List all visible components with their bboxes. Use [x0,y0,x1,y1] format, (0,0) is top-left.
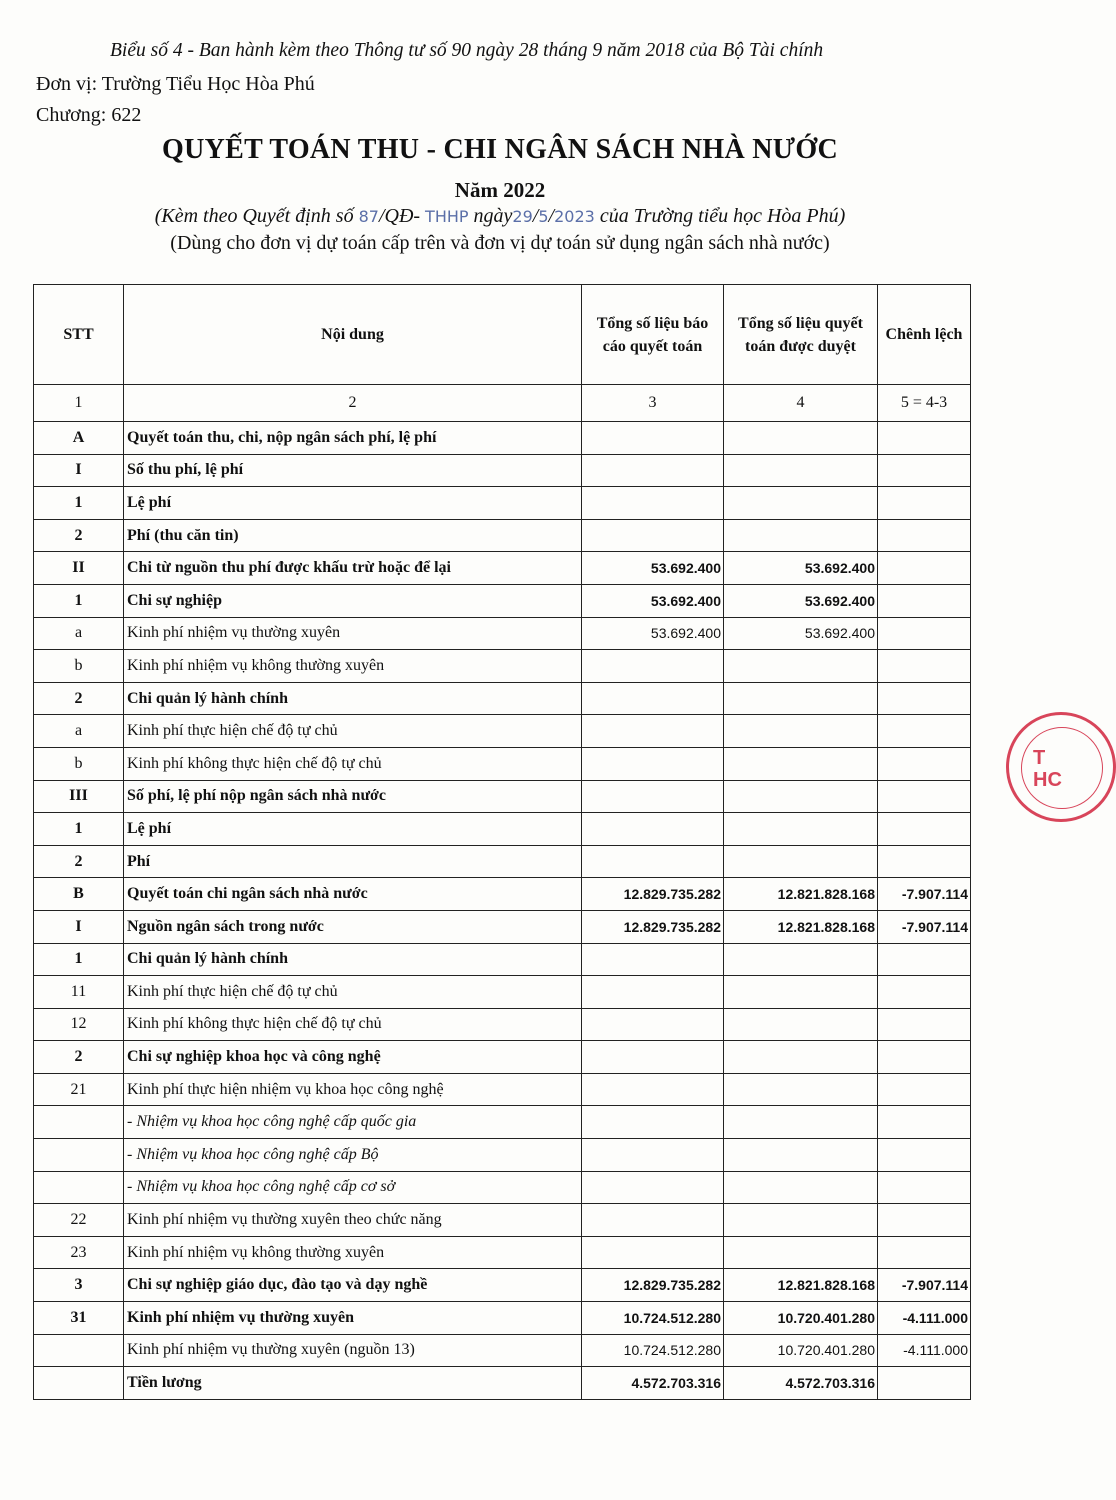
decision-day: 29 [512,207,533,226]
row-reported-value [582,454,724,487]
row-reported-value [582,813,724,846]
row-content: Kinh phí không thực hiện chế độ tự chủ [124,1008,582,1041]
row-stt: 22 [34,1204,124,1237]
row-reported-value [582,976,724,1009]
row-approved-value [724,1139,878,1172]
table-row [34,487,971,520]
index-cell: 2 [124,385,582,422]
row-stt: 2 [34,1041,124,1074]
row-difference-value [878,422,971,455]
row-approved-value [724,813,878,846]
row-stt: 11 [34,976,124,1009]
row-stt: 12 [34,1008,124,1041]
row-difference-value [878,650,971,683]
row-reported-value [582,682,724,715]
row-approved-value [724,454,878,487]
row-content: Kinh phí nhiệm vụ không thường xuyên [124,650,582,683]
row-content: Kinh phí nhiệm vụ thường xuyên (nguồn 13) [124,1334,582,1367]
row-stt: 1 [34,943,124,976]
table-row [34,1236,971,1269]
row-difference-value: -4.111.000 [878,1302,971,1335]
table-row [34,1139,971,1172]
row-reported-value [582,650,724,683]
row-reported-value [582,1008,724,1041]
index-cell: 3 [582,385,724,422]
table-row [34,650,971,683]
row-stt: 21 [34,1073,124,1106]
row-stt: 1 [34,487,124,520]
decision-month: 5 [538,207,549,226]
table-row [34,422,971,455]
row-stt: III [34,780,124,813]
row-content: Lệ phí [124,487,582,520]
row-approved-value [724,1204,878,1237]
row-difference-value [878,487,971,520]
table-row [34,747,971,780]
row-approved-value [724,845,878,878]
row-difference-value [878,1171,971,1204]
table-row [34,1008,971,1041]
row-stt: 1 [34,813,124,846]
row-approved-value: 53.692.400 [724,584,878,617]
row-approved-value [724,943,878,976]
decision-number: 87 [358,207,379,226]
row-stt: a [34,715,124,748]
row-stt: a [34,617,124,650]
table-body [34,385,971,1400]
row-difference-value [878,519,971,552]
unit-name: Đơn vị: Trường Tiểu Học Hòa Phú [36,73,315,95]
row-difference-value [878,1041,971,1074]
row-reported-value: 12.829.735.282 [582,910,724,943]
row-stt: B [34,878,124,911]
row-stt [34,1334,124,1367]
row-content: Phí (thu căn tin) [124,519,582,552]
row-stt: 2 [34,519,124,552]
row-approved-value: 53.692.400 [724,617,878,650]
row-reported-value: 4.572.703.316 [582,1367,724,1400]
row-difference-value [878,780,971,813]
col-header-approved: Tổng số liệu quyết toán được duyệt [724,285,878,385]
row-difference-value: -4.111.000 [878,1334,971,1367]
row-difference-value [878,1204,971,1237]
seal-line2: HC [1033,769,1062,791]
row-reported-value [582,1204,724,1237]
budget-table [33,284,971,1400]
row-difference-value [878,584,971,617]
row-difference-value [878,813,971,846]
row-stt: II [34,552,124,585]
row-content: Kinh phí nhiệm vụ thường xuyên [124,1302,582,1335]
row-stt: A [34,422,124,455]
attach-mid1: /QĐ- [378,205,426,227]
index-cell: 1 [34,385,124,422]
row-approved-value [724,1008,878,1041]
row-reported-value: 53.692.400 [582,584,724,617]
row-content: - Nhiệm vụ khoa học công nghệ cấp cơ sở [124,1171,582,1204]
row-reported-value: 53.692.400 [582,617,724,650]
table-row [34,617,971,650]
row-reported-value [582,519,724,552]
row-content: Kinh phí nhiệm vụ thường xuyên theo chức năng [124,1204,582,1237]
row-stt: 3 [34,1269,124,1302]
col-header-content: Nội dung [124,285,582,385]
row-content: Kinh phí nhiệm vụ thường xuyên [124,617,582,650]
row-content: Tiền lương [124,1367,582,1400]
row-approved-value [724,747,878,780]
row-approved-value [724,1041,878,1074]
row-content: - Nhiệm vụ khoa học công nghệ cấp quốc gia [124,1106,582,1139]
row-reported-value [582,943,724,976]
seal-line1: T [1033,747,1046,769]
row-reported-value: 53.692.400 [582,552,724,585]
row-content: Chi sự nghiệp khoa học và công nghệ [124,1041,582,1074]
table-row [34,1302,971,1335]
index-row [34,385,971,422]
row-difference-value [878,1367,971,1400]
row-difference-value [878,976,971,1009]
table-row [34,1041,971,1074]
row-approved-value [724,1106,878,1139]
row-content: - Nhiệm vụ khoa học công nghệ cấp Bộ [124,1139,582,1172]
row-approved-value: 12.821.828.168 [724,1269,878,1302]
table-row [34,1367,971,1400]
row-content: Kinh phí thực hiện chế độ tự chủ [124,715,582,748]
row-content: Quyết toán thu, chi, nộp ngân sách phí, lệ phí [124,422,582,455]
attach-mid2: ngày [468,205,513,227]
usage-note: (Dùng cho đơn vị dự toán cấp trên và đơn vị dự toán sử dụng ngân sách nhà nước) [170,232,830,254]
row-difference-value [878,552,971,585]
row-reported-value: 12.829.735.282 [582,878,724,911]
form-note: Biểu số 4 - Ban hành kèm theo Thông tư số 90 ngày 28 tháng 9 năm 2018 của Bộ Tài chính [110,40,824,61]
table-row [34,1073,971,1106]
row-difference-value [878,682,971,715]
row-reported-value [582,780,724,813]
attach-suffix: của Trường tiểu học Hòa Phú) [594,205,846,227]
col-header-reported: Tổng số liệu báo cáo quyết toán [582,285,724,385]
row-stt [34,1171,124,1204]
row-approved-value [724,1236,878,1269]
table-row [34,1269,971,1302]
row-difference-value: -7.907.114 [878,878,971,911]
row-content: Nguồn ngân sách trong nước [124,910,582,943]
decision-code: THHP [425,207,469,226]
row-approved-value [724,422,878,455]
official-seal [1006,712,1116,822]
row-reported-value [582,1106,724,1139]
row-reported-value: 10.724.512.280 [582,1302,724,1335]
row-approved-value [724,976,878,1009]
row-stt: I [34,454,124,487]
row-stt: I [34,910,124,943]
row-content: Kinh phí thực hiện nhiệm vụ khoa học công nghệ [124,1073,582,1106]
row-approved-value: 10.720.401.280 [724,1302,878,1335]
index-cell: 5 = 4-3 [878,385,971,422]
row-approved-value [724,519,878,552]
row-approved-value [724,682,878,715]
row-approved-value: 12.821.828.168 [724,878,878,911]
row-approved-value [724,715,878,748]
row-stt [34,1367,124,1400]
index-cell: 4 [724,385,878,422]
row-content: Chi sự nghiệp giáo dục, đào tạo và dạy nghề [124,1269,582,1302]
row-difference-value [878,1073,971,1106]
row-approved-value [724,1171,878,1204]
row-stt [34,1139,124,1172]
table-row [34,813,971,846]
row-approved-value: 4.572.703.316 [724,1367,878,1400]
row-stt: 1 [34,584,124,617]
page-title: QUYẾT TOÁN THU - CHI NGÂN SÁCH NHÀ NƯỚC [161,134,838,165]
row-content: Phí [124,845,582,878]
row-reported-value [582,845,724,878]
table-row [34,682,971,715]
table-row [34,780,971,813]
row-approved-value: 10.720.401.280 [724,1334,878,1367]
row-content: Chi quản lý hành chính [124,943,582,976]
table-row [34,910,971,943]
row-stt [34,1106,124,1139]
row-approved-value [724,780,878,813]
row-difference-value [878,454,971,487]
row-content: Kinh phí thực hiện chế độ tự chủ [124,976,582,1009]
table-row [34,1204,971,1237]
row-reported-value [582,487,724,520]
col-header-stt: STT [34,285,124,385]
row-difference-value: -7.907.114 [878,1269,971,1302]
row-content: Số phí, lệ phí nộp ngân sách nhà nước [124,780,582,813]
row-approved-value: 53.692.400 [724,552,878,585]
table-row [34,878,971,911]
seal-text [1033,747,1062,791]
row-stt: 23 [34,1236,124,1269]
row-approved-value [724,650,878,683]
row-reported-value [582,1171,724,1204]
table-row [34,845,971,878]
table-row [34,1106,971,1139]
table-row [34,519,971,552]
header-row [34,285,971,385]
row-content: Chi từ nguồn thu phí được khấu trừ hoặc để lại [124,552,582,585]
row-approved-value: 12.821.828.168 [724,910,878,943]
table-row [34,715,971,748]
table-row [34,943,971,976]
table-row [34,976,971,1009]
row-stt: b [34,747,124,780]
row-reported-value: 12.829.735.282 [582,1269,724,1302]
table-row [34,1171,971,1204]
row-approved-value [724,487,878,520]
row-content: Chi sự nghiệp [124,584,582,617]
row-reported-value: 10.724.512.280 [582,1334,724,1367]
attachment-note: (Kèm theo Quyết định số 87/QĐ- THHP ngày29/5/2023 của Trường tiểu học Hòa Phú) [154,205,846,227]
row-reported-value [582,422,724,455]
decision-year: 2023 [554,207,595,226]
row-difference-value [878,617,971,650]
chapter-code: Chương: 622 [36,104,142,126]
row-reported-value [582,1041,724,1074]
row-difference-value [878,1139,971,1172]
table-row [34,1334,971,1367]
row-difference-value [878,1008,971,1041]
row-content: Chi quản lý hành chính [124,682,582,715]
table-row [34,552,971,585]
row-content: Quyết toán chi ngân sách nhà nước [124,878,582,911]
row-reported-value [582,747,724,780]
row-reported-value [582,1073,724,1106]
row-stt: 2 [34,682,124,715]
row-content: Số thu phí, lệ phí [124,454,582,487]
col-header-difference: Chênh lệch [878,285,971,385]
row-reported-value [582,1236,724,1269]
row-stt: 2 [34,845,124,878]
row-content: Kinh phí không thực hiện chế độ tự chủ [124,747,582,780]
row-difference-value [878,1106,971,1139]
table-row [34,584,971,617]
table-row [34,454,971,487]
row-difference-value [878,845,971,878]
attach-prefix: (Kèm theo Quyết định số [154,205,359,227]
row-difference-value [878,943,971,976]
row-approved-value [724,1073,878,1106]
row-reported-value [582,715,724,748]
row-difference-value [878,715,971,748]
row-stt: b [34,650,124,683]
report-year: Năm 2022 [454,178,546,202]
row-stt: 31 [34,1302,124,1335]
row-difference-value [878,747,971,780]
row-difference-value: -7.907.114 [878,910,971,943]
row-content: Lệ phí [124,813,582,846]
row-difference-value [878,1236,971,1269]
row-content: Kinh phí nhiệm vụ không thường xuyên [124,1236,582,1269]
row-reported-value [582,1139,724,1172]
